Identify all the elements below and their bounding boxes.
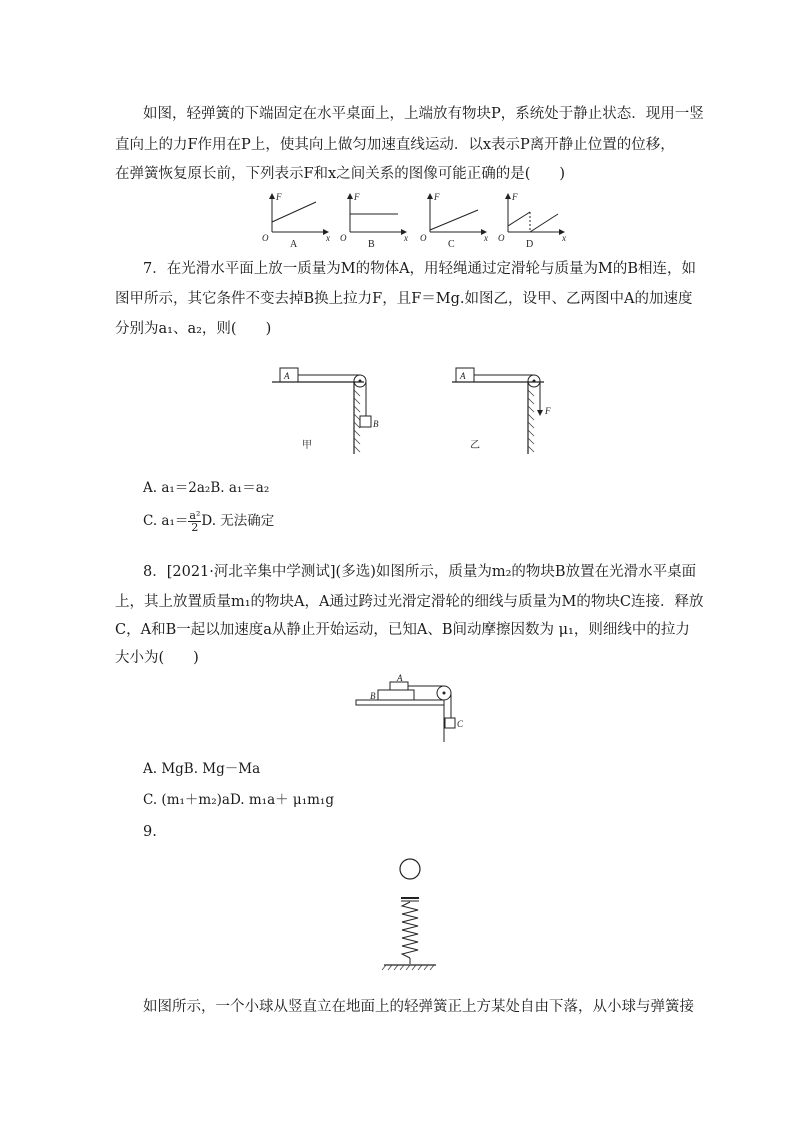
block-c-label: C xyxy=(457,719,464,729)
q8-line-3: C，A和B一起以加速度a从静止开始运动，已知A、B间动摩擦因数为 μ₁，则细线中的拉力 xyxy=(115,622,690,638)
graph-a-origin: O xyxy=(262,233,269,243)
graph-a-x-label: x xyxy=(326,233,330,243)
block-b-label: B xyxy=(373,419,379,429)
q8-line-4: 大小为( ) xyxy=(115,650,199,666)
fig-jia-caption: 甲 xyxy=(302,440,312,451)
q7-figure-jia xyxy=(268,364,388,464)
q8-option-cd: C. (m₁＋m₂)aD. m₁a＋ μ₁m₁g xyxy=(143,792,334,808)
q6-line-2: 直向上的力F作用在P上，使其向上做匀加速直线运动．以x表示P离开静止位置的位移， xyxy=(115,137,675,153)
q6-graphs-figure xyxy=(258,190,568,250)
graph-d-label: D xyxy=(526,239,534,250)
q6-line-3: 在弹簧恢复原长前，下列表示F和x之间关系的图像可能正确的是( ) xyxy=(115,166,566,182)
graph-c xyxy=(420,192,488,250)
graph-a xyxy=(262,192,330,250)
block-a xyxy=(390,682,408,690)
fig-yi-caption: 乙 xyxy=(470,440,480,451)
q7-option-ab: A. a₁＝2a₂B. a₁＝a₂ xyxy=(143,480,270,496)
graph-d-origin: O xyxy=(498,233,505,243)
q7-option-cd xyxy=(143,510,274,533)
graph-d-x-label: x xyxy=(562,233,566,243)
fraction-numerator: a² xyxy=(189,509,201,522)
block-a-label: A xyxy=(284,371,290,381)
q6-line-1: 如图，轻弹簧的下端固定在水平桌面上，上端放有物块P，系统处于静止状态．现用一竖 xyxy=(143,106,704,122)
q8-option-ab: A. MgB. Mg－Ma xyxy=(143,761,261,777)
q7-option-c-fraction xyxy=(188,510,201,533)
force-label: F xyxy=(545,406,551,416)
q7-option-c-prefix: C. a₁＝ xyxy=(143,513,189,529)
q9-figure xyxy=(380,854,440,972)
graph-d-y-label: F xyxy=(512,192,518,202)
q7-line-2: 图甲所示，其它条件不变去掉B换上拉力F，且F＝Mg.如图乙，设甲、乙两图中A的加速度 xyxy=(115,291,693,307)
block-b-label: B xyxy=(370,691,376,701)
graph-a-y-label: F xyxy=(276,192,282,202)
q9-number: 9. xyxy=(143,824,157,840)
graph-c-origin: O xyxy=(420,233,427,243)
block-a-label: A xyxy=(460,371,466,381)
q8-figure xyxy=(352,672,482,746)
graph-c-x-label: x xyxy=(484,233,488,243)
block-b xyxy=(378,690,414,700)
q7-option-d: D. 无法确定 xyxy=(201,513,275,529)
graph-a-label: A xyxy=(290,239,298,250)
fraction-denominator: 2 xyxy=(191,521,199,534)
ball xyxy=(400,859,420,879)
graph-c-y-label: F xyxy=(434,192,440,202)
graph-b-origin: O xyxy=(340,233,347,243)
graph-d xyxy=(498,192,566,250)
graph-b-label: B xyxy=(368,239,375,250)
q8-line-2: 上，其上放置质量m₁的物块A，A通过跨过光滑定滑轮的细线与质量为M的物块C连接．释放 xyxy=(115,594,704,610)
q7-line-1: 7．在光滑水平面上放一质量为M的物体A，用轻绳通过定滑轮与质量为M的B相连，如 xyxy=(143,261,697,277)
block-b xyxy=(360,416,371,427)
block-a-label: A xyxy=(397,673,403,683)
spring xyxy=(402,902,418,958)
q7-figure-yi xyxy=(448,364,568,464)
graph-b-y-label: F xyxy=(354,192,360,202)
block-c xyxy=(445,718,455,728)
graph-b xyxy=(340,192,408,250)
q7-line-3: 分别为a₁、a₂，则( ) xyxy=(115,321,272,337)
q9-line-1: 如图所示，一个小球从竖直立在地面上的轻弹簧正上方某处自由下落，从小球与弹簧接 xyxy=(143,999,694,1015)
graph-c-label: C xyxy=(448,239,455,250)
q8-line-1: 8．[2021·河北辛集中学测试](多选)如图所示，质量为m₂的物块B放置在光滑水平桌面 xyxy=(143,564,697,580)
graph-b-x-label: x xyxy=(404,233,408,243)
